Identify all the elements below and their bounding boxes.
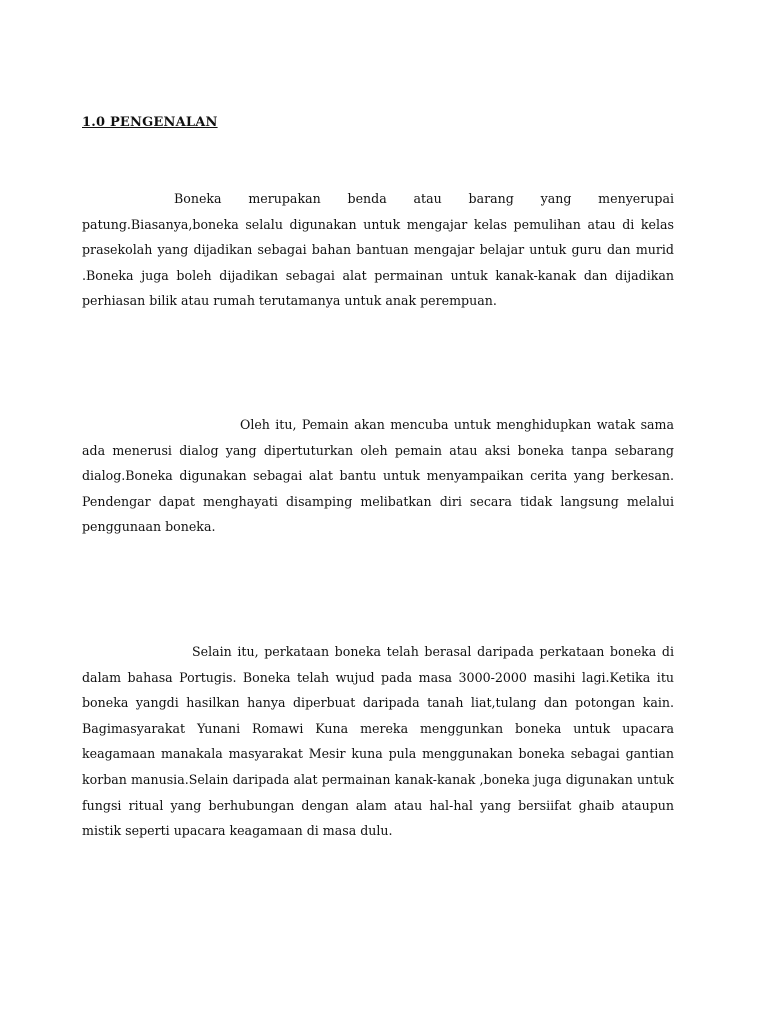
section-heading: 1.0 PENGENALAN: [82, 115, 218, 130]
paragraph-2: Oleh itu, Pemain akan mencuba untuk menghidupkan watak sama ada menerusi dialog yang dipertuturkan oleh pemain atau aksi boneka tanpa sebarang dialog.Boneka digunakan sebagai alat bantu untuk menyampaikan cerita yang berkesan. Pendengar dapat menghayati disamping melibatkan diri secara tidak langsung melalui penggunaan boneka.: [82, 417, 674, 535]
paragraph-1: Boneka merupakan benda atau barang yang menyerupai patung.Biasanya,boneka selalu digunakan untuk mengajar kelas pemulihan atau di kelas prasekolah yang dijadikan sebagai bahan bantuan mengajar belajar untuk guru dan murid .Boneka juga boleh dijadikan sebagai alat permainan untuk kanak-kanak dan dijadikan perhiasan bilik atau rumah terutamanya untuk anak perempuan.: [82, 191, 674, 309]
paragraph-3: Selain itu, perkataan boneka telah berasal daripada perkataan boneka di dalam bahasa Portugis. Boneka telah wujud pada masa 3000-2000 masihi lagi.Ketika itu boneka yangdi hasilkan hanya diperbuat daripada tanah liat,tulang dan potongan kain. Bagimasyarakat Yunani Romawi Kuna mereka menggunkan boneka untuk upacara keagamaan manakala masyarakat Mesir kuna pula menggunakan boneka sebagai gantian korban manusia.Selain daripada alat permainan kanak-kanak ,boneka juga digunakan untuk fungsi ritual yang berhubungan dengan alam atau hal-hal yang bersiifat ghaib ataupun mistik seperti upacara keagamaan di masa dulu.: [82, 644, 674, 839]
